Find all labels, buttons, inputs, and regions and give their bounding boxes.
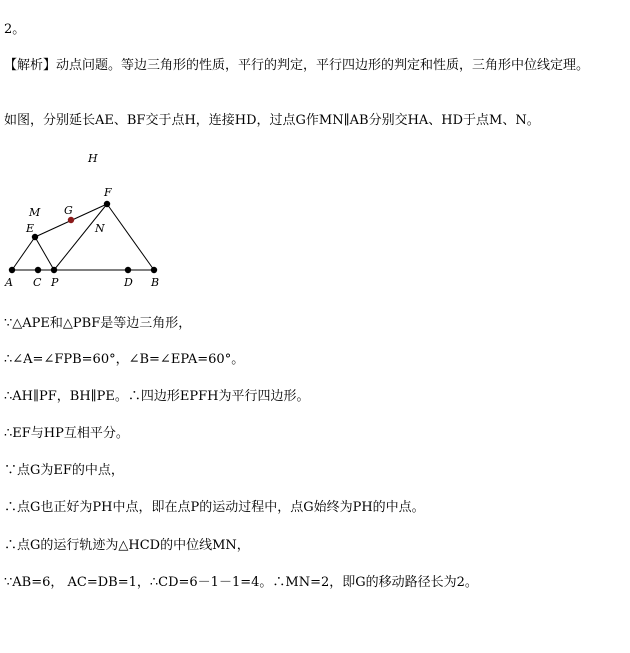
label-C: C	[33, 276, 42, 289]
step-2: ∴∠A=∠FPB=60°，∠B=∠EPA=60°。	[4, 352, 245, 367]
geometry-figure	[0, 150, 200, 290]
label-E: E	[26, 222, 35, 235]
label-F: F	[104, 186, 112, 199]
label-M: M	[29, 206, 41, 219]
point-P	[51, 267, 57, 273]
point-D	[125, 267, 131, 273]
label-N: N	[95, 222, 105, 235]
step-3: ∴AH∥PF，BH∥PE。∴四边形EPFH为平行四边形。	[4, 389, 310, 404]
answer-line: 2。	[4, 22, 26, 37]
segment-PF	[54, 204, 107, 270]
step-4: ∴EF与HP互相平分。	[4, 426, 129, 441]
label-A: A	[5, 276, 13, 289]
point-C	[35, 267, 41, 273]
step-7: ∴点G的运行轨迹为△HCD的中位线MN，	[4, 538, 250, 553]
point-G	[68, 217, 74, 223]
step-6: ∴点G也正好为PH中点，即在点P的运动过程中，点G始终为PH的中点。	[4, 500, 425, 515]
segment-EP	[35, 237, 54, 270]
label-G: G	[64, 204, 73, 217]
step-8: ∵AB=6， AC=DB=1，∴CD=6－1－1=4。∴MN=2，即G的移动路径长为2。	[4, 575, 478, 590]
segment-AE	[12, 237, 35, 270]
step-5: ∵点G为EF的中点，	[4, 463, 124, 478]
label-H: H	[88, 152, 98, 165]
intro-paragraph: 如图，分别延长AE、BF交于点H，连接HD，过点G作MN∥AB分别交HA、HD于点M、N。	[4, 113, 540, 128]
label-D: D	[124, 276, 133, 289]
label-P: P	[51, 276, 59, 289]
point-A	[9, 267, 15, 273]
label-B: B	[151, 276, 160, 289]
analysis-text: 动点问题。等边三角形的性质，平行的判定，平行四边形的判定和性质，三角形中位线定理。	[56, 58, 590, 73]
analysis-paragraph	[4, 58, 628, 74]
point-B	[151, 267, 157, 273]
analysis-tag: 【解析】	[4, 58, 57, 73]
segment-FB	[107, 204, 154, 270]
point-F	[104, 201, 110, 207]
step-1: ∵△APE和△PBF是等边三角形，	[4, 316, 192, 331]
